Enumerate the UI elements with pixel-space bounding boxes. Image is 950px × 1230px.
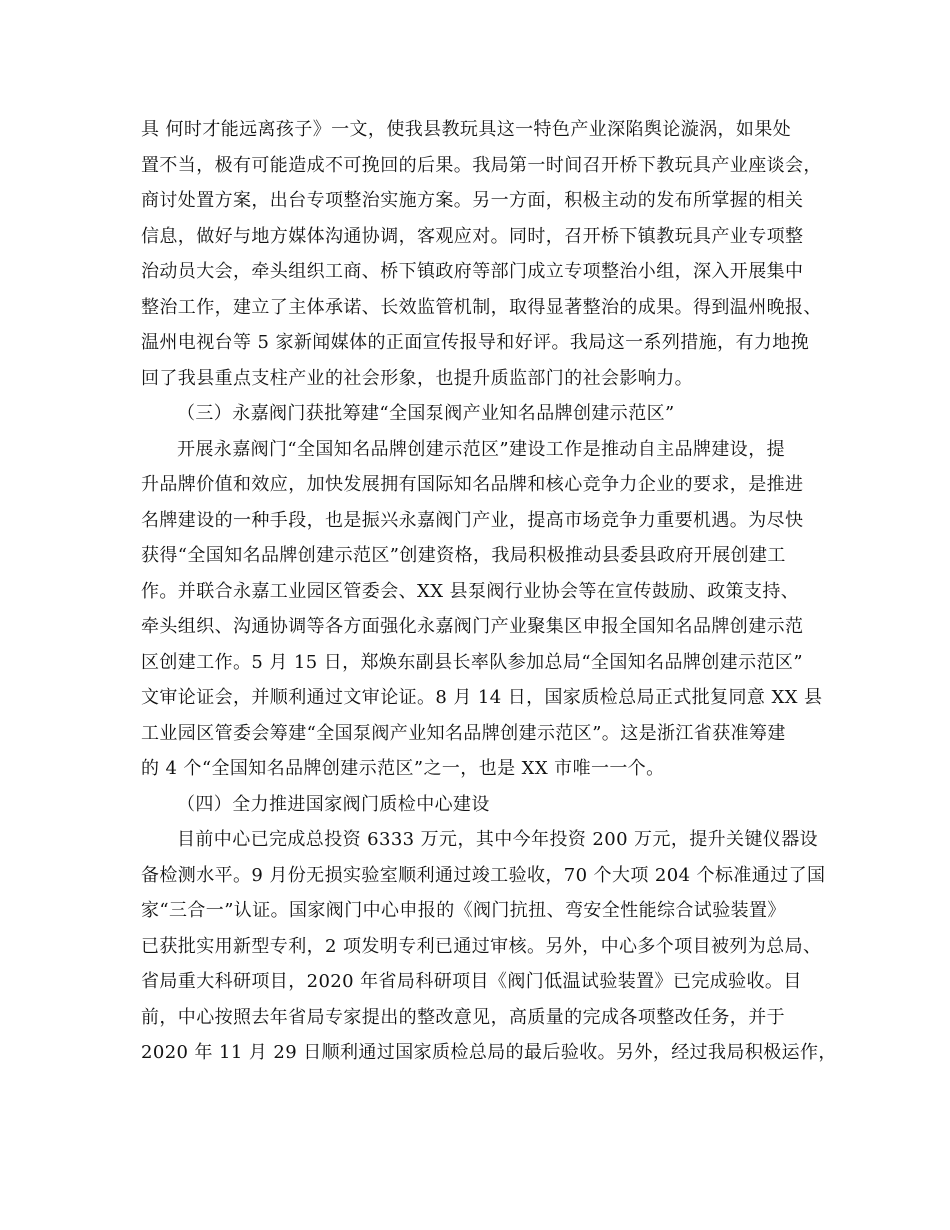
- text-line-4: 信息，做好与地方媒体沟通协调，客观应对。同时，召开桥下镇教玩具产业专项整: [141, 225, 804, 247]
- text-line-8: 回了我县重点支柱产业的社会形象，也提升质监部门的社会影响力。: [141, 367, 693, 389]
- text-line-16: 区创建工作。5 月 15 日，郑焕东副县长率队参加总局“全国知名品牌创建示范区”: [141, 651, 803, 673]
- text-line-22: 备检测水平。9 月份无损实验室顺利通过竣工验收，70 个大项 204 个标准通过了国: [141, 864, 826, 886]
- text-line-25: 省局重大科研项目，2020 年省局科研项目《阀门低温试验装置》已完成验收。目: [141, 971, 802, 992]
- text-line-1: 具 何时才能远离孩子》一文，使我县教玩具这一特色产业深陷舆论漩涡，如果处: [141, 119, 792, 140]
- text-line-10: 开展永嘉阀门“全国知名品牌创建示范区”建设工作是推动自主品牌建设，提: [177, 438, 786, 460]
- text-line-14: 作。并联合永嘉工业园区管委会、XX 县泵阀行业协会等在宣传鼓励、政策支持、: [141, 580, 800, 602]
- text-line-15: 牵头组织、沟通协调等各方面强化永嘉阀门产业聚集区申报全国知名品牌创建示范: [141, 616, 804, 637]
- text-line-13: 获得“全国知名品牌创建示范区”创建资格，我局积极推动县委县政府开展创建工: [141, 545, 786, 566]
- text-line-19: 的 4 个“全国知名品牌创建示范区”之一，也是 XX 市唯一一个。: [141, 758, 665, 779]
- text-line-7: 温州电视台等 5 家新闻媒体的正面宣传报导和好评。我局这一系列措施，有力地挽: [141, 332, 810, 353]
- text-line-2: 置不当，极有可能造成不可挽回的后果。我局第一时间召开桥下教玩具产业座谈会，: [141, 154, 822, 176]
- text-line-26: 前，中心按照去年省局专家提出的整改意见，高质量的完成各项整改任务，并于: [141, 1006, 785, 1028]
- text-line-17: 文审论证会，并顺利通过文审论证。8 月 14 日，国家质检总局正式批复同意 XX 县: [141, 687, 823, 708]
- text-line-11: 升品牌价值和效应，加快发展拥有国际知名品牌和核心竞争力企业的要求，是推进: [141, 474, 804, 495]
- document-page: [141, 112, 837, 1071]
- text-line-3: 商讨处置方案，出台专项整治实施方案。另一方面，积极主动的发布所掌握的相关: [141, 190, 804, 211]
- text-line-24: 已获批实用新型专利，2 项发明专利已通过审核。另外，中心多个项目被列为总局、: [141, 935, 822, 957]
- text-line-21: 目前中心已完成总投资 6333 万元，其中今年投资 200 万元，提升关键仪器设: [177, 829, 819, 850]
- text-line-23: 家“三合一”认证。国家阀门中心申报的《阀门抗扭、弯安全性能综合试验装置》: [141, 900, 786, 921]
- text-line-12: 名牌建设的一种手段，也是振兴永嘉阀门产业，提高市场竞争力重要机遇。为尽快: [141, 509, 804, 531]
- text-line-18: 工业园区管委会筹建“全国泵阀产业知名品牌创建示范区”。这是浙江省获准筹建: [141, 722, 786, 744]
- section-heading-3: （三）永嘉阀门获批筹建“全国泵阀产业知名品牌创建示范区”: [177, 403, 675, 424]
- text-line-27: 2020 年 11 月 29 日顺利通过国家质检总局的最后验收。另外，经过我局积极运作，: [141, 1042, 837, 1063]
- text-line-5: 治动员大会，牵头组织工商、桥下镇政府等部门成立专项整治小组，深入开展集中: [141, 261, 804, 282]
- section-heading-4: （四）全力推进国家阀门质检中心建设: [177, 793, 490, 815]
- text-line-6: 整治工作，建立了主体承诺、长效监管机制，取得显著整治的成果。得到温州晚报、: [141, 296, 822, 318]
